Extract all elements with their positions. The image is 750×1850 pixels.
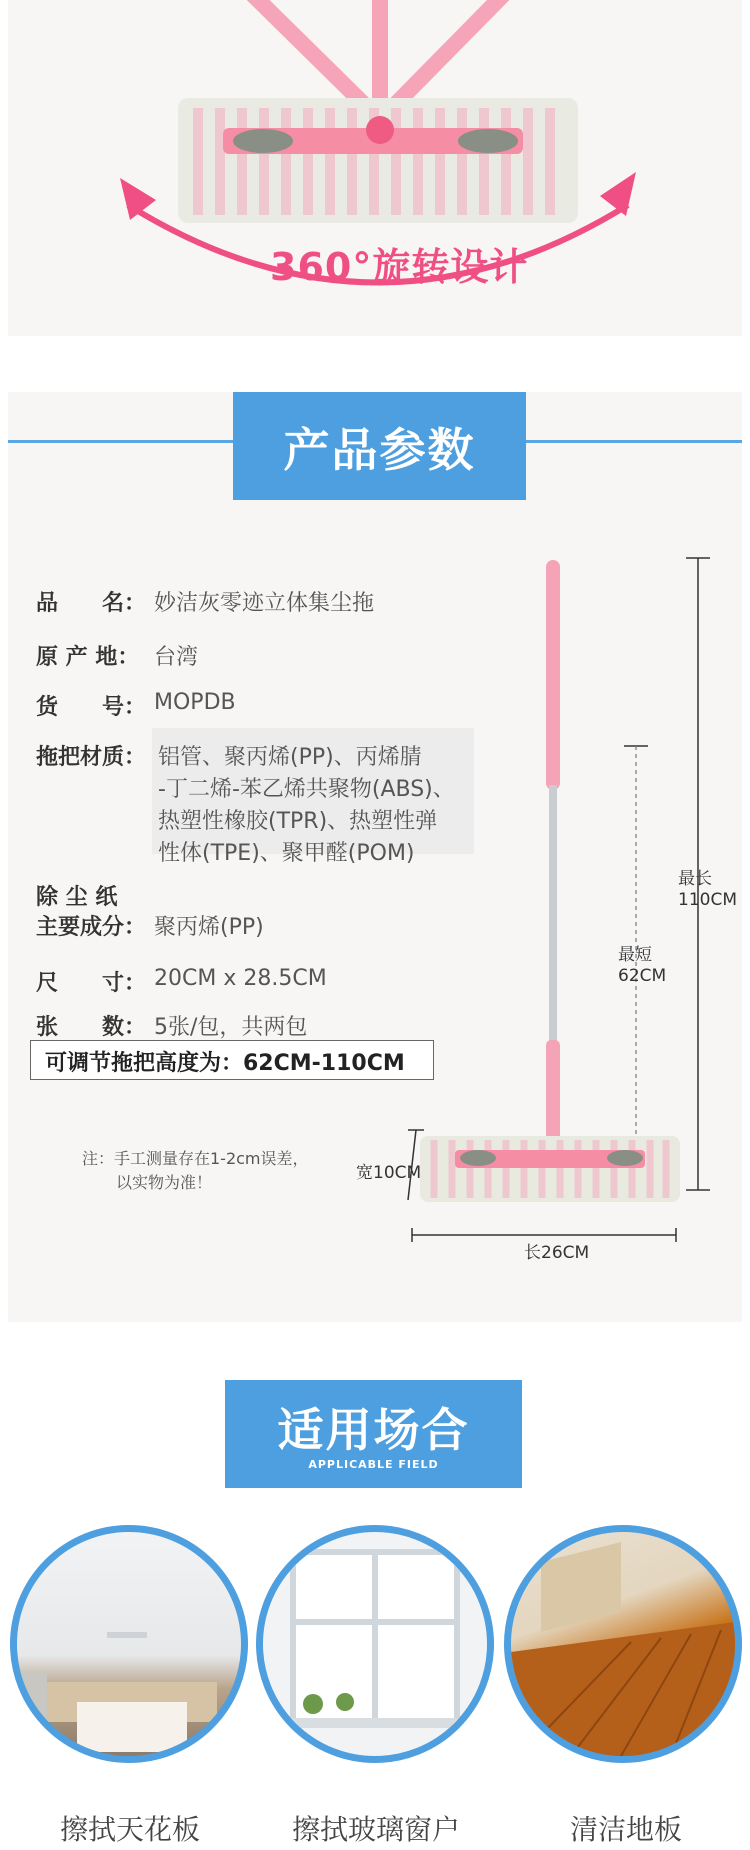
applicable-heading: 适用场合	[277, 1403, 470, 1457]
applicable-label: 擦拭天花板	[59, 1813, 200, 1846]
max-length-value: 110CM	[678, 890, 737, 910]
rotation-label: 360°旋转设计	[270, 245, 529, 289]
spec-key: 原 产 地：	[36, 645, 140, 670]
spec-key: 拖把材质：	[36, 745, 147, 770]
applicable-subheading: APPLICABLE FIELD	[308, 1458, 439, 1471]
spec-value: 妙洁灰零迹立体集尘拖	[154, 591, 375, 616]
max-length-label: 最长	[678, 869, 712, 889]
params-heading: 产品参数	[283, 423, 476, 477]
spec-key: 张 数：	[36, 1015, 147, 1040]
spec-key: 除 尘 纸	[36, 885, 118, 910]
spec-key: 尺 寸：	[36, 971, 147, 996]
spec-value: 5张/包，共两包	[154, 1015, 308, 1040]
material-line: 性体(TPE)、聚甲醛(POM)	[158, 841, 415, 866]
window-image	[256, 1525, 494, 1763]
min-length-value: 62CM	[618, 966, 667, 986]
window-picture	[263, 1532, 487, 1756]
wood-floor-picture	[511, 1532, 735, 1756]
measurement-note: 注：手工测量存在1-2cm误差，	[82, 1149, 309, 1168]
measurement-note: 以实物为准！	[116, 1173, 213, 1192]
width-label: 宽10CM	[356, 1163, 422, 1183]
spec-value: MOPDB	[154, 690, 236, 715]
material-line: -丁二烯-苯乙烯共聚物(ABS)、	[158, 777, 455, 802]
spec-key: 主要成分：	[36, 915, 147, 940]
adjustable-height-box: 可调节拖把高度为：62CM-110CM	[30, 1040, 434, 1080]
applicable-label: 擦拭玻璃窗户	[291, 1813, 460, 1846]
material-line: 热塑性橡胶(TPR)、热塑性弹	[158, 809, 438, 834]
spec-value: 20CM x 28.5CM	[154, 966, 327, 991]
applicable-label: 清洁地板	[569, 1813, 682, 1846]
min-length-label: 最短	[618, 945, 652, 965]
spec-value: 台湾	[154, 645, 199, 670]
spec-value: 聚丙烯(PP)	[154, 915, 264, 940]
length-label: 长26CM	[524, 1243, 590, 1263]
spec-key: 货 号：	[36, 695, 147, 720]
ceiling-image	[10, 1525, 248, 1763]
applicable-banner	[225, 1380, 522, 1488]
bedroom-ceiling-picture	[17, 1532, 241, 1756]
material-line: 铝管、聚丙烯(PP)、丙烯腈	[158, 745, 422, 770]
spec-key: 品 名：	[36, 591, 147, 616]
floor-image	[504, 1525, 742, 1763]
